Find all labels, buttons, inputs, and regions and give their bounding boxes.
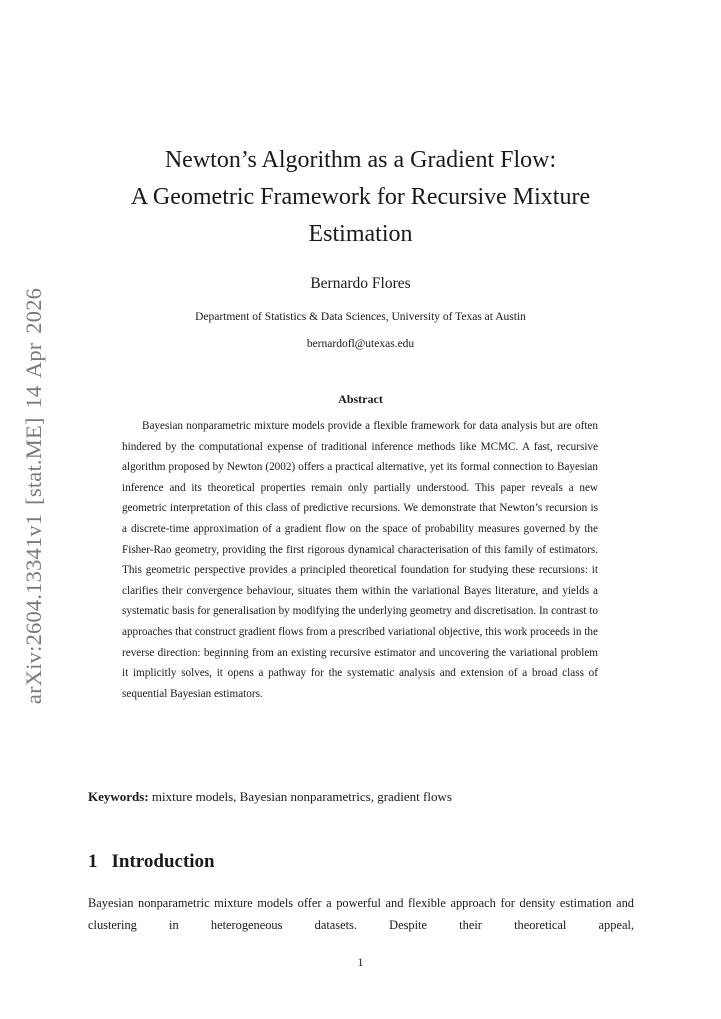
introduction-paragraph: Bayesian nonparametric mixture models offer a powerful and flexible approach for density estimation and clustering in heterogeneous datasets. Despite their theoretical appeal, (88, 896, 634, 932)
title-line-3: Estimation (308, 221, 413, 247)
title-line-1: Newton’s Algorithm as a Gradient Flow: (164, 147, 557, 173)
author-affiliation: Department of Statistics & Data Sciences, University of Texas at Austin (195, 311, 526, 323)
abstract-heading: Abstract (338, 392, 383, 406)
title-line-2: A Geometric Framework for Recursive Mixture (130, 184, 591, 210)
section-heading (88, 851, 215, 873)
abstract-text: Bayesian nonparametric mixture models provide a flexible framework for data analysis but are often hindered by the computational expense of traditional inference methods like MCMC. A fast, recursive algorithm proposed by Newton (2002) offers a practical alternative, yet its formal connection to Bayesian inference and its theoretical properties remain only partially understood. This paper reveals a new geometric interpretation of this class of predictive recursions. We demonstrate that Newton’s recursion is a discrete-time approximation of a gradient flow on the space of probability measures governed by the Fisher-Rao geometry, providing the first rigorous dynamical characterisation of this family of estimators. This geometric perspective provides a principled theoretical foundation for studying these recursions: it clarifies their convergence behaviour, situates them within the variational Bayes literature, and yields a systematic basis for generalisation by modifying the underlying geometry and discretisation. In contrast to approaches that construct gradient flows from a prescribed variational objective, this work proceeds in the reverse direction: beginning from an existing recursive estimator and uncovering the variational problem it implicitly solves, it opens a pathway for the systematic analysis and extension of a broad class of sequential Bayesian estimators. (122, 420, 598, 700)
section-number: 1 (88, 851, 98, 872)
keywords-label: Keywords: (88, 789, 149, 804)
section-title: Introduction (111, 851, 215, 872)
keywords-text: mixture models, Bayesian nonparametrics, gradient flows (151, 789, 452, 804)
author-email: bernardofl@utexas.edu (306, 338, 415, 350)
author-name: Bernardo Flores (310, 275, 411, 292)
page-number: 1 (357, 955, 364, 969)
keywords (88, 789, 648, 805)
arxiv-identifier: arXiv:2604.13341v1 [stat.ME] 14 Apr 2026 (21, 287, 46, 705)
paper-title (0, 142, 721, 253)
